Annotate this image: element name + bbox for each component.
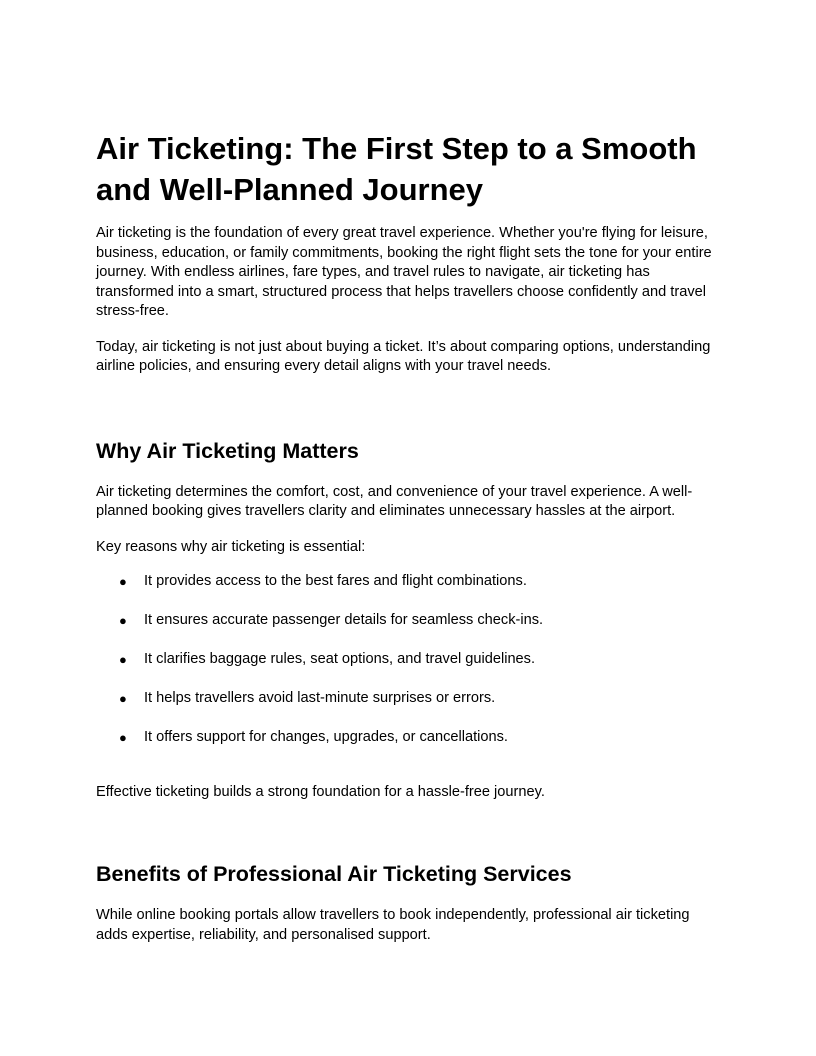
section-heading-benefits: Benefits of Professional Air Ticketing Services xyxy=(96,862,572,886)
list-item xyxy=(96,572,720,592)
bullet-icon: ● xyxy=(119,574,127,589)
why-paragraph: Air ticketing determines the comfort, cost, and convenience of your travel experience. A well-planned booking gives travellers clarity and eliminates unnecessary hassles at the airport. xyxy=(96,483,693,519)
reasons-list xyxy=(96,572,720,748)
list-item xyxy=(96,689,720,709)
intro-paragraph-1: Air ticketing is the foundation of every great travel experience. Whether you're flying for leisure, business, education, or family commitments, booking the right flight sets the tone for your entire journey. With endless airlines, fare types, and travel rules to navigate, air ticketing has transformed into a smart, structured process that helps travellers choose confidently and travel stress-free. xyxy=(96,225,712,319)
page-title: Air Ticketing: The First Step to a Smooth and Well-Planned Journey xyxy=(96,131,697,207)
list-item-text: It clarifies baggage rules, seat options, and travel guidelines. xyxy=(144,651,536,667)
section-heading-why: Why Air Ticketing Matters xyxy=(96,438,359,463)
list-item-text: It ensures accurate passenger details for seamless check-ins. xyxy=(144,612,544,628)
bullet-icon: ● xyxy=(119,730,127,745)
list-item xyxy=(96,611,720,631)
benefits-paragraph: While online booking portals allow travellers to book independently, professional air ticketing adds expertise, reliability, and personalised support. xyxy=(96,907,690,943)
closing-paragraph: Effective ticketing builds a strong foundation for a hassle-free journey. xyxy=(96,783,545,800)
list-item xyxy=(96,650,720,670)
list-item-text: It helps travellers avoid last-minute surprises or errors. xyxy=(144,690,496,706)
list-item xyxy=(96,728,720,748)
bullet-icon: ● xyxy=(119,613,127,628)
bullet-icon: ● xyxy=(119,691,127,706)
list-item-text: It provides access to the best fares and flight combinations. xyxy=(144,573,527,589)
document-page xyxy=(96,128,720,945)
list-item-text: It offers support for changes, upgrades, or cancellations. xyxy=(144,729,508,745)
list-intro: Key reasons why air ticketing is essential: xyxy=(96,538,366,555)
bullet-icon: ● xyxy=(119,652,127,667)
intro-paragraph-2: Today, air ticketing is not just about buying a ticket. It’s about comparing options, understanding airline policies, and ensuring every detail aligns with your travel needs. xyxy=(96,338,711,374)
